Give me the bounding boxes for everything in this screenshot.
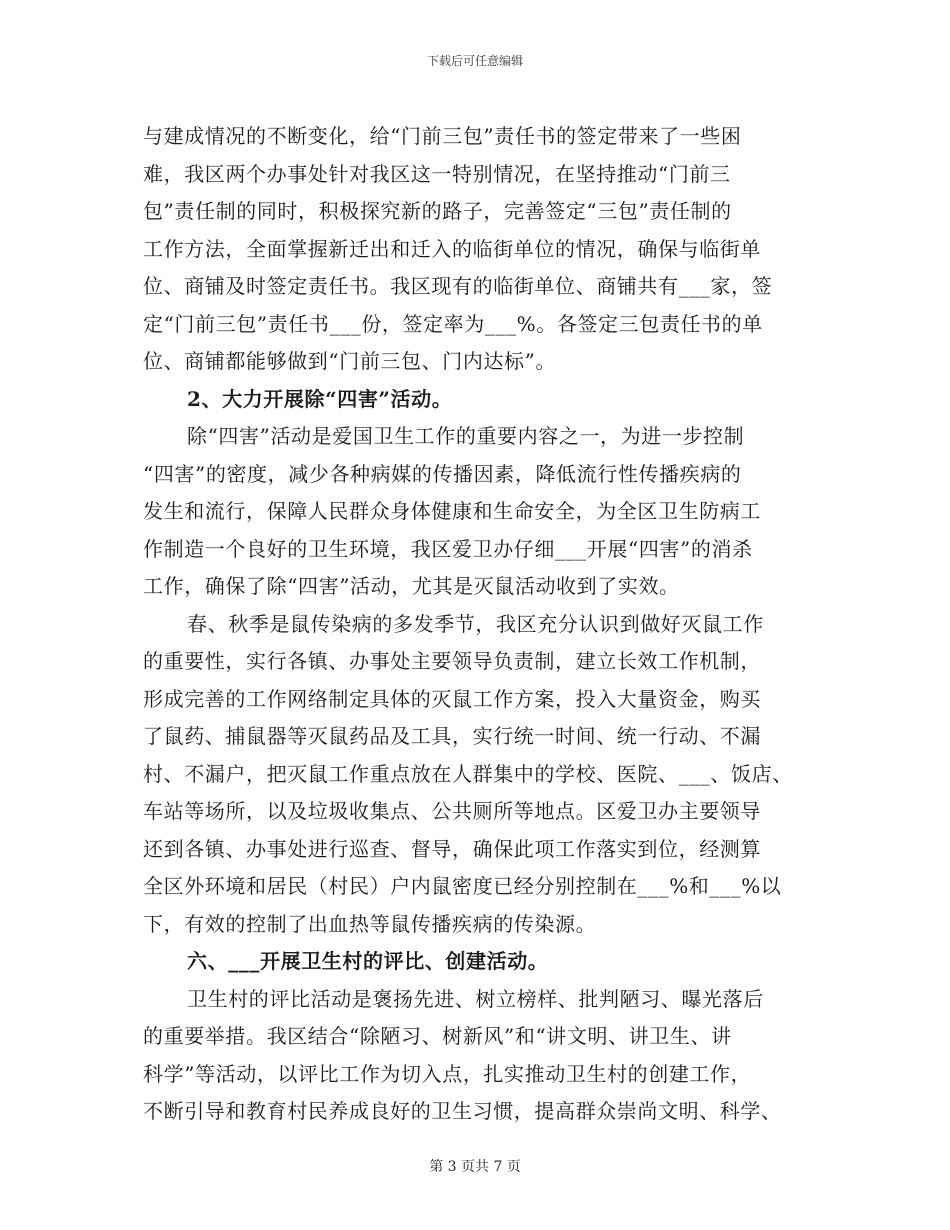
text-line: 位、商铺都能够做到“门前三包、门内达标”。 — [143, 349, 557, 373]
text-line: 车站等场所，以及垃圾收集点、公共厕所等地点。区爱卫办主要领导 — [143, 799, 761, 823]
text-line: 下，有效的控制了出血热等鼠传播疾病的传染源。 — [143, 911, 597, 936]
text-line: 发生和流行，保障人民群众身体健康和生命安全，为全区卫生防病工 — [143, 499, 761, 523]
document-body — [143, 118, 813, 1131]
text-line: 定“门前三包”责任书___份，签定率为___%。各签定三包责任书的单 — [143, 311, 763, 336]
section-heading: 六、___开展卫生村的评比、创建活动。 — [187, 949, 549, 973]
text-line: 形成完善的工作网络制定具体的灭鼠工作方案，投入大量资金，购买 — [143, 686, 761, 711]
text-line: 科学”等活动，以评比工作为切入点，扎实推动卫生村的创建工作， — [143, 1061, 752, 1086]
text-line: 位、商铺及时签定责任书。我区现有的临街单位、商铺共有___家，签 — [143, 274, 773, 298]
text-line: 村、不漏户，把灭鼠工作重点放在人群集中的学校、医院、___、饭店、 — [143, 761, 793, 786]
page-footer: 第 3 页共 7 页 — [429, 1159, 521, 1175]
page-header: 下载后可任意编辑 — [426, 54, 523, 68]
text-line: 工作，确保了除“四害”活动，尤其是灭鼠活动收到了实效。 — [143, 574, 680, 598]
section-heading: 2、大力开展除“四害”活动。 — [187, 386, 453, 411]
text-line: 了鼠药、捕鼠器等灭鼠药品及工具，实行统一时间、统一行动、不漏 — [143, 724, 761, 748]
text-line: 全区外环境和居民（村民）户内鼠密度已经分别控制在___%和___%以 — [143, 874, 782, 898]
text-line: 春、秋季是鼠传染病的多发季节，我区充分认识到做好灭鼠工作 — [187, 611, 764, 636]
text-line: 的重要性，实行各镇、办事处主要领导负责制，建立长效工作机制， — [143, 649, 761, 673]
text-line: 还到各镇、办事处进行巡查、督导，确保此项工作落实到位，经测算 — [143, 836, 761, 861]
text-line: 难，我区两个办事处针对我区这一特别情况，在坚持推动“门前三 — [143, 161, 731, 186]
text-line: 的重要举措。我区结合“除陋习、树新风”和“讲文明、讲卫生、讲 — [143, 1024, 732, 1048]
text-line: 作制造一个良好的卫生环境，我区爱卫办仔细___开展“四害”的消杀 — [143, 536, 753, 561]
text-line: 包”责任制的同时，积极探究新的路子，完善签定“三包”责任制的 — [143, 199, 732, 223]
text-line: “四害”的密度，减少各种病媒的传播因素，降低流行性传播疾病的 — [143, 461, 742, 486]
text-line: 工作方法，全面掌握新迁出和迁入的临街单位的情况，确保与临街单 — [143, 236, 761, 261]
text-line: 卫生村的评比活动是褒扬先进、树立榜样、批判陋习、曝光落后 — [187, 986, 764, 1011]
text-line: 不断引导和教育村民养成良好的卫生习惯，提高群众崇尚文明、科学、 — [143, 1099, 782, 1123]
text-line: 与建成情况的不断变化，给“门前三包”责任书的签定带来了一些困 — [143, 124, 742, 148]
text-line: 除“四害”活动是爱国卫生工作的重要内容之一，为进一步控制 — [187, 424, 745, 448]
